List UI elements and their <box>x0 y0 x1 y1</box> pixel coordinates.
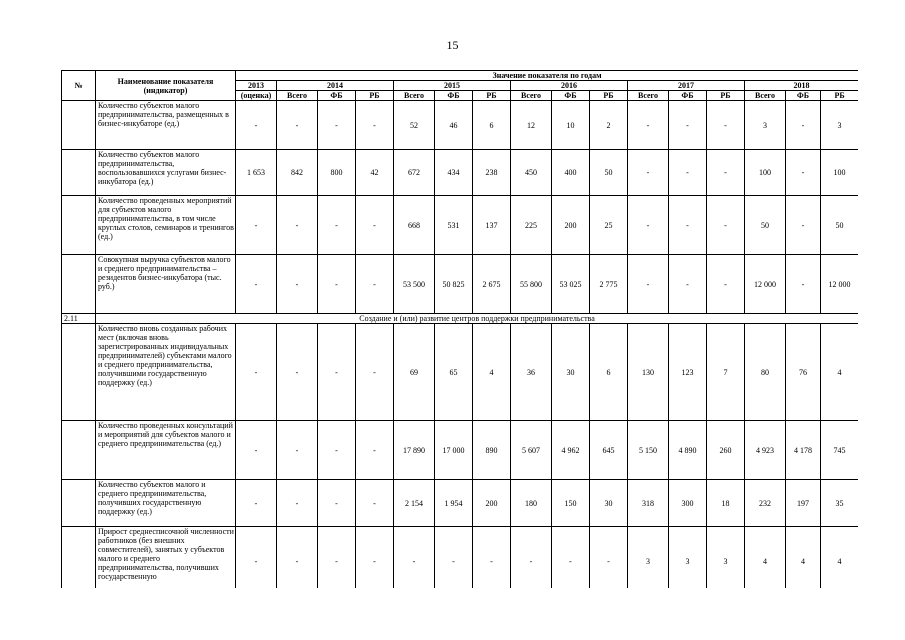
value-cell: - <box>786 196 821 255</box>
value-cell: 1 653 <box>236 150 277 196</box>
header-year: 2016 <box>511 81 628 91</box>
value-cell: 30 <box>552 324 590 421</box>
value-cell: - <box>628 150 669 196</box>
value-cell: 2 675 <box>473 255 511 314</box>
header-sub: Всего <box>277 91 318 101</box>
row-number <box>62 101 96 150</box>
value-cell: 197 <box>786 480 821 527</box>
value-cell: 300 <box>669 480 707 527</box>
value-cell: - <box>628 196 669 255</box>
value-cell: 12 000 <box>821 255 859 314</box>
value-cell: - <box>318 480 356 527</box>
value-cell: 7 <box>707 324 745 421</box>
value-cell: 4 890 <box>669 421 707 480</box>
indicator-name: Количество субъектов малого и среднего предпринимательства, получивших государственную поддержку (ед.) <box>96 480 236 527</box>
value-cell: - <box>511 527 552 589</box>
value-cell: 5 607 <box>511 421 552 480</box>
value-cell: 100 <box>821 150 859 196</box>
value-cell: - <box>669 150 707 196</box>
value-cell: - <box>236 527 277 589</box>
header-sub: РБ <box>473 91 511 101</box>
value-cell: - <box>473 527 511 589</box>
value-cell: 5 150 <box>628 421 669 480</box>
section-row <box>62 314 859 324</box>
row-number <box>62 150 96 196</box>
indicator-name: Прирост среднесписочной численности работников (без внешних совместителей), занятых у субъектов малого и среднего предпринимательства, получивших государственную <box>96 527 236 589</box>
value-cell: - <box>318 527 356 589</box>
value-cell: 260 <box>707 421 745 480</box>
header-year: 2014 <box>277 81 394 91</box>
indicator-name: Количество субъектов малого предпринимательства, размещенных в бизнес-инкубаторе (ед.) <box>96 101 236 150</box>
table-row <box>62 150 859 196</box>
value-cell: - <box>669 196 707 255</box>
row-number <box>62 527 96 589</box>
header-sub: ФБ <box>552 91 590 101</box>
value-cell: 76 <box>786 324 821 421</box>
value-cell: 53 025 <box>552 255 590 314</box>
value-cell: 50 <box>745 196 786 255</box>
table-row <box>62 101 859 150</box>
value-cell: 232 <box>745 480 786 527</box>
value-cell: 50 <box>590 150 628 196</box>
value-cell: - <box>394 527 435 589</box>
value-cell: - <box>318 255 356 314</box>
value-cell: - <box>628 255 669 314</box>
value-cell: 225 <box>511 196 552 255</box>
table-row <box>62 421 859 480</box>
value-cell: 17 000 <box>435 421 473 480</box>
value-cell: 12 000 <box>745 255 786 314</box>
page-number: 15 <box>446 38 459 52</box>
value-cell: - <box>277 255 318 314</box>
value-cell: 18 <box>707 480 745 527</box>
header-sub: ФБ <box>786 91 821 101</box>
value-cell: 318 <box>628 480 669 527</box>
value-cell: 180 <box>511 480 552 527</box>
value-cell: - <box>356 527 394 589</box>
value-cell: 4 <box>821 324 859 421</box>
value-cell: - <box>356 255 394 314</box>
value-cell: - <box>356 324 394 421</box>
indicator-name: Количество проведенных консультаций и мероприятий для субъектов малого и среднего предпринимательства (ед.) <box>96 421 236 480</box>
indicator-name: Количество проведенных мероприятий для субъектов малого предпринимательства, в том числе круглых столов, семинаров и тренингов (ед.) <box>96 196 236 255</box>
table-header <box>62 71 859 101</box>
value-cell: 53 500 <box>394 255 435 314</box>
value-cell: 668 <box>394 196 435 255</box>
value-cell: - <box>552 527 590 589</box>
table-row <box>62 196 859 255</box>
header-values-by-year: Значение показателя по годам <box>236 71 859 81</box>
value-cell: 3 <box>745 101 786 150</box>
header-sub: ФБ <box>669 91 707 101</box>
value-cell: 35 <box>821 480 859 527</box>
value-cell: 842 <box>277 150 318 196</box>
header-sub: ФБ <box>318 91 356 101</box>
value-cell: 672 <box>394 150 435 196</box>
value-cell: 123 <box>669 324 707 421</box>
value-cell: - <box>236 101 277 150</box>
value-cell: 800 <box>318 150 356 196</box>
row-number <box>62 324 96 421</box>
value-cell: 50 825 <box>435 255 473 314</box>
value-cell: 69 <box>394 324 435 421</box>
value-cell: 200 <box>552 196 590 255</box>
value-cell: 2 154 <box>394 480 435 527</box>
indicator-name: Количество вновь созданных рабочих мест (включая вновь зарегистрированных индивидуальных предпринимателей) субъектами малого и среднего предпринимательства, получившими государственную поддержку (ед.) <box>96 324 236 421</box>
value-cell: 645 <box>590 421 628 480</box>
header-year: 2015 <box>394 81 511 91</box>
row-number <box>62 421 96 480</box>
value-cell: - <box>669 101 707 150</box>
header-no: № <box>62 71 96 101</box>
value-cell: 238 <box>473 150 511 196</box>
section-title: Создание и (или) развитие центров поддержки предпринимательства <box>96 314 859 324</box>
header-sub: ФБ <box>435 91 473 101</box>
indicators-table <box>61 70 858 588</box>
row-number: 2.11 <box>62 314 96 324</box>
value-cell: - <box>786 150 821 196</box>
value-cell: 30 <box>590 480 628 527</box>
value-cell: 531 <box>435 196 473 255</box>
table-row <box>62 255 859 314</box>
value-cell: - <box>356 196 394 255</box>
value-cell: 890 <box>473 421 511 480</box>
value-cell: 2 <box>590 101 628 150</box>
value-cell: 137 <box>473 196 511 255</box>
value-cell: - <box>707 101 745 150</box>
header-sub: РБ <box>821 91 859 101</box>
value-cell: - <box>628 101 669 150</box>
value-cell: 4 178 <box>786 421 821 480</box>
value-cell: 55 800 <box>511 255 552 314</box>
value-cell: 150 <box>552 480 590 527</box>
value-cell: - <box>277 527 318 589</box>
value-cell: - <box>236 324 277 421</box>
value-cell: 80 <box>745 324 786 421</box>
value-cell: 745 <box>821 421 859 480</box>
value-cell: 10 <box>552 101 590 150</box>
value-cell: 6 <box>473 101 511 150</box>
value-cell: - <box>786 101 821 150</box>
table-row <box>62 480 859 527</box>
value-cell: - <box>356 101 394 150</box>
indicator-name: Совокупная выручка субъектов малого и среднего предпринимательства – резидентов бизнес-инкубатора (тыс. руб.) <box>96 255 236 314</box>
value-cell: - <box>236 196 277 255</box>
value-cell: - <box>356 480 394 527</box>
table-row <box>62 527 859 589</box>
header-year: 2017 <box>628 81 745 91</box>
value-cell: 4 <box>821 527 859 589</box>
value-cell: 12 <box>511 101 552 150</box>
value-cell: 4 <box>786 527 821 589</box>
value-cell: 6 <box>590 324 628 421</box>
value-cell: 1 954 <box>435 480 473 527</box>
value-cell: 46 <box>435 101 473 150</box>
value-cell: 42 <box>356 150 394 196</box>
header-sub: Всего <box>394 91 435 101</box>
value-cell: 434 <box>435 150 473 196</box>
table-container <box>61 70 858 588</box>
value-cell: 4 923 <box>745 421 786 480</box>
value-cell: - <box>707 255 745 314</box>
header-sub: РБ <box>356 91 394 101</box>
value-cell: 50 <box>821 196 859 255</box>
value-cell: - <box>236 480 277 527</box>
value-cell: - <box>786 255 821 314</box>
value-cell: - <box>236 255 277 314</box>
value-cell: 2 775 <box>590 255 628 314</box>
header-year: 2018 <box>745 81 859 91</box>
header-name: Наименование показателя (индикатор) <box>96 71 236 101</box>
value-cell: - <box>590 527 628 589</box>
row-number <box>62 255 96 314</box>
value-cell: - <box>707 196 745 255</box>
header-sub: Всего <box>745 91 786 101</box>
value-cell: - <box>277 480 318 527</box>
header-year: 2013 <box>236 81 277 91</box>
value-cell: 25 <box>590 196 628 255</box>
row-number <box>62 196 96 255</box>
value-cell: - <box>236 421 277 480</box>
value-cell: 3 <box>707 527 745 589</box>
value-cell: 4 <box>745 527 786 589</box>
value-cell: 36 <box>511 324 552 421</box>
value-cell: - <box>277 196 318 255</box>
value-cell: - <box>318 421 356 480</box>
value-cell: 4 962 <box>552 421 590 480</box>
value-cell: - <box>318 196 356 255</box>
value-cell: - <box>277 324 318 421</box>
value-cell: - <box>277 101 318 150</box>
header-sub: Всего <box>628 91 669 101</box>
value-cell: 450 <box>511 150 552 196</box>
value-cell: 3 <box>821 101 859 150</box>
value-cell: 17 890 <box>394 421 435 480</box>
value-cell: 400 <box>552 150 590 196</box>
table-body <box>62 101 859 589</box>
value-cell: - <box>356 421 394 480</box>
value-cell: 65 <box>435 324 473 421</box>
value-cell: - <box>318 101 356 150</box>
value-cell: 52 <box>394 101 435 150</box>
header-sub: РБ <box>707 91 745 101</box>
value-cell: - <box>435 527 473 589</box>
header-sub: РБ <box>590 91 628 101</box>
value-cell: - <box>277 421 318 480</box>
indicator-name: Количество субъектов малого предпринимательства, воспользовавшихся услугами бизнес-инкубатора (ед.) <box>96 150 236 196</box>
value-cell: - <box>707 150 745 196</box>
value-cell: 130 <box>628 324 669 421</box>
table-row <box>62 324 859 421</box>
value-cell: 3 <box>628 527 669 589</box>
value-cell: 200 <box>473 480 511 527</box>
value-cell: 4 <box>473 324 511 421</box>
value-cell: 100 <box>745 150 786 196</box>
header-sub: Всего <box>511 91 552 101</box>
row-number <box>62 480 96 527</box>
value-cell: - <box>318 324 356 421</box>
value-cell: - <box>669 255 707 314</box>
header-sub: (оценка) <box>236 91 277 101</box>
value-cell: 3 <box>669 527 707 589</box>
